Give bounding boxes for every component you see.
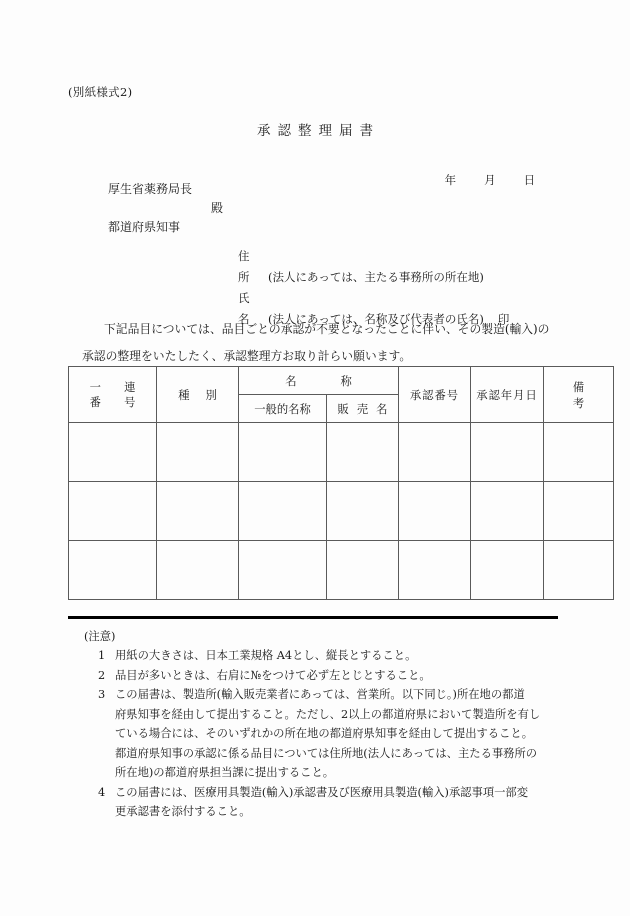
note-line: 府県知事を経由して提出すること。ただし、2以上の都道府県において製造所を有し [115,707,541,721]
table-row[interactable] [69,423,614,482]
header-remarks-label: 備考 [572,380,607,410]
header-approval-date [471,367,544,423]
cell-generic-name[interactable] [239,482,327,541]
cell-sequence-number[interactable] [69,482,157,541]
notes-heading: (注意) [84,630,116,643]
note-item [84,783,564,822]
note-text [115,666,564,686]
table-row[interactable] [69,541,614,600]
note-item [84,685,564,783]
cell-sales-name[interactable] [327,423,399,482]
note-number: 1 [98,649,106,662]
cell-remarks[interactable] [544,423,614,482]
addressee-honorific: 殿 [211,201,224,215]
note-line: 都道府県知事の承認に係る品目については住所地(法人にあっては、主たる事務所の [115,746,538,760]
signer-name-note: (法人にあっては、名称及び代表者の氏名) [268,312,484,326]
header-type [157,367,239,423]
addressee-block [108,180,223,237]
body-line-1: 下記品目については、品目ごとの承認が不要となったことに伴い、その製造(輸入)の [104,322,550,336]
header-approval-date-label: 承認年月日 [476,388,538,402]
note-item [84,666,564,686]
header-generic-name-label: 一般的名称 [254,402,311,416]
table-row[interactable] [69,482,614,541]
cell-type[interactable] [157,482,239,541]
header-seq-char-4: 号 [124,395,136,409]
note-number: 3 [98,688,106,701]
note-line: この届書は、製造所(輸入販売業者にあっては、営業所。以下同じ。)所在地の都道 [115,688,525,701]
table-bottom-rule [68,616,558,619]
body-line-2: 承認の整理をいたしたく、承認整理方お取り計らい願います。 [82,349,412,363]
date-year: 年 [444,173,457,187]
note-text [115,646,564,666]
table-header-row-1 [69,367,614,395]
cell-sales-name[interactable] [327,541,399,600]
addressee-ministry: 厚生省薬務局長 [108,182,193,196]
cell-approval-number[interactable] [399,423,471,482]
notes-section [84,628,564,822]
cell-generic-name[interactable] [239,541,327,600]
cell-sequence-number[interactable] [69,423,157,482]
header-sales-name-label: 販売名 [337,402,396,416]
items-table [68,366,614,600]
note-number: 4 [98,785,106,799]
cell-approval-date[interactable] [471,482,544,541]
cell-remarks[interactable] [544,482,614,541]
cell-approval-number[interactable] [399,541,471,600]
cell-sales-name[interactable] [327,482,399,541]
date-line [430,158,535,202]
signer-address-line [238,246,509,288]
note-line: ている場合には、そのいずれかの所在地の都道府県知事を経由して提出すること。 [115,727,533,740]
cell-generic-name[interactable] [239,423,327,482]
items-table-wrapper [68,366,607,600]
header-seq-char-2: 番 [89,395,101,409]
note-line: 品目が多いときは、右肩に№をつけて必ず左とじとすること。 [115,668,431,682]
note-line: この届書には、医療用具製造(輸入)承認書及び医療用具製造(輸入)承認事項一部変 [115,785,529,799]
page-title: 承認整理届書 [257,123,380,139]
addressee-governor: 都道府県知事 [108,220,181,234]
header-seq-char-3: 連 [124,380,136,394]
note-line: 用紙の大きさは、日本工業規格 A4とし、縦長とすること。 [115,649,417,662]
note-line: 更承認書を添付すること。 [115,805,251,818]
note-line: 所在地)の都道府県担当課に提出すること。 [115,766,335,779]
header-name-group [239,367,399,395]
date-day: 日 [523,173,536,187]
cell-approval-date[interactable] [471,423,544,482]
cell-type[interactable] [157,423,239,482]
date-month: 月 [484,173,496,187]
header-generic-name [239,395,327,423]
note-number: 2 [98,668,106,682]
header-approval-number-label: 承認番号 [409,388,460,402]
note-item [84,646,564,666]
note-text [115,783,564,822]
header-sales-name [327,395,399,423]
cell-remarks[interactable] [544,541,614,600]
cell-approval-date[interactable] [471,541,544,600]
header-remarks [544,367,614,423]
header-seq-char-1: 一 [89,380,101,394]
signer-address-note: (法人にあっては、主たる事務所の所在地) [268,270,484,284]
signer-address-label: 住所 [238,249,259,284]
header-approval-number [399,367,471,423]
header-sequence-number [69,367,157,423]
header-name-group-label: 名称 [285,374,396,388]
cell-approval-number[interactable] [399,482,471,541]
cell-sequence-number[interactable] [69,541,157,600]
form-tag: (別紙様式2) [68,85,133,99]
note-text [115,685,564,783]
body-paragraph [82,316,552,370]
seal-mark: 印 [497,312,510,326]
header-type-label: 種別 [178,388,233,402]
cell-type[interactable] [157,541,239,600]
signer-name-label: 氏名 [238,291,259,326]
